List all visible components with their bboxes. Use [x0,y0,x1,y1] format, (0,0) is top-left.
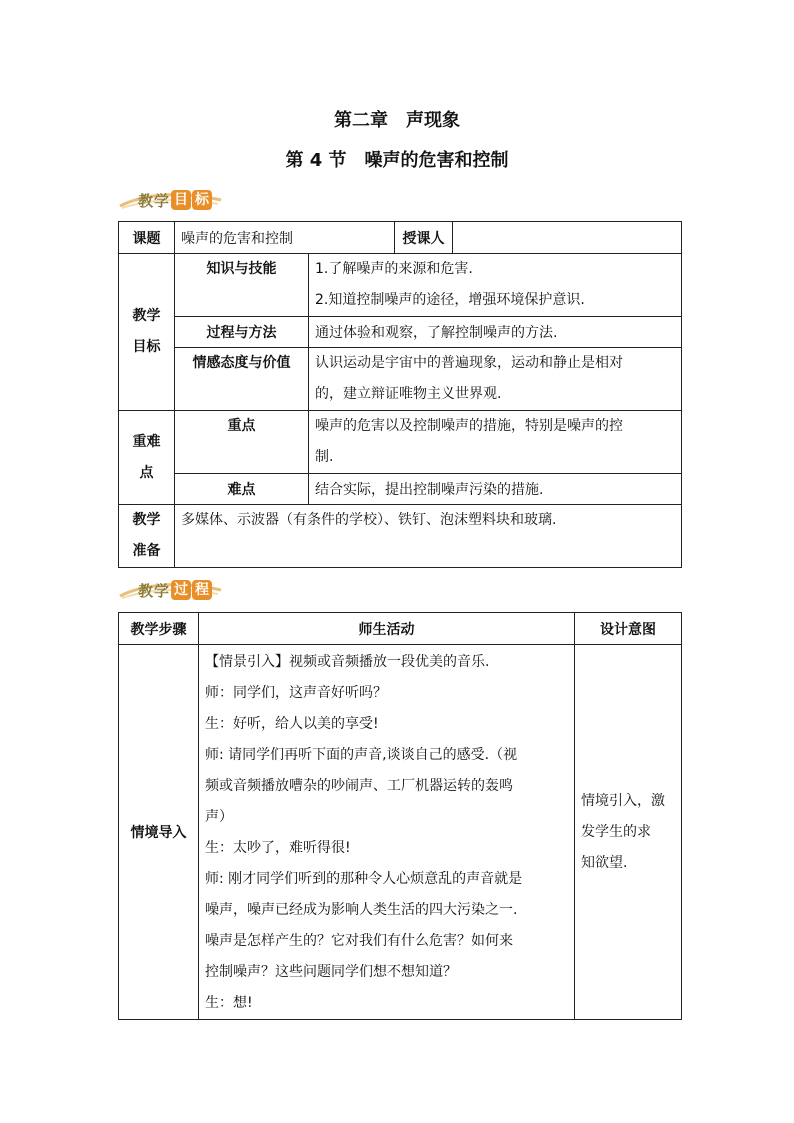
focus-line: 噪声的危害以及控制噪声的措施，特别是噪声的控 [315,418,623,434]
intent-line: 知欲望. [581,854,628,871]
header-intent: 设计意图 [575,613,682,645]
activity-line: 声） [205,809,233,825]
focus-line: 制. [315,449,334,465]
activity-line: 控制噪声？这些问题同学们想不想知道？ [205,964,457,980]
difficulty-label: 难点 [175,474,309,505]
topic-value: 噪声的危害和控制 [175,222,395,254]
knowledge-label: 知识与技能 [175,254,309,317]
section-title [0,146,794,172]
intent-text [575,645,682,1020]
goals-label [119,254,175,411]
prep-text: 多媒体、示波器（有条件的学校）、铁钉、泡沫塑料块和玻璃. [175,505,682,568]
intent-line: 情境引入，激 [581,792,665,809]
knowledge-text [309,254,682,317]
key-points-label-line: 点 [139,464,154,481]
activity-line: 生：想! [205,995,253,1011]
header-activity: 师生活动 [199,613,575,645]
emotion-line: 认识运动是宇宙中的普遍现象，运动和静止是相对 [315,355,623,371]
badge-char: 过 [171,580,191,600]
teacher-value [453,222,682,254]
process-method-label: 过程与方法 [175,317,309,348]
prep-label [119,505,175,568]
emotion-line: 的，建立辩证唯物主义世界观. [315,386,502,402]
teaching-process-badge [118,576,212,604]
activity-line: 生：好听，给人以美的享受! [205,716,379,732]
difficulty-text: 结合实际，提出控制噪声污染的措施. [309,474,682,505]
emotion-text [309,348,682,411]
goals-table [118,221,682,568]
emotion-label: 情感态度与价值 [175,348,309,411]
chapter-title [0,106,794,132]
badge-text: 教学 [138,191,171,210]
badge-text: 教学 [138,581,171,600]
goals-label-line: 教学 [132,308,161,324]
focus-text [309,411,682,474]
activity-line: 师：同学们，这声音好听吗？ [205,685,387,701]
chapter-name: 声现象 [406,110,460,131]
chapter-number: 第二章 [334,110,388,131]
process-method-text: 通过体验和观察，了解控制噪声的方法. [309,317,682,348]
badge-char: 标 [192,190,212,210]
activity-text [199,645,575,1020]
key-points-label-line: 重难 [132,433,161,450]
process-table [118,612,682,1020]
activity-line: 频或音频播放嘈杂的吵闹声、工厂机器运转的轰鸣 [205,778,513,794]
key-points-label [119,411,175,505]
topic-label: 课题 [119,222,175,254]
knowledge-line: 1.了解噪声的来源和危害. [315,261,473,277]
step-label: 情境导入 [119,645,199,1020]
activity-line: 噪声，噪声已经成为影响人类生活的四大污染之一. [205,902,518,918]
goals-label-line: 目标 [132,339,161,355]
activity-line: 师: 请同学们再听下面的声音,谈谈自己的感受.（视 [205,747,518,763]
knowledge-line: 2.知道控制噪声的途径，增强环境保护意识. [315,292,585,308]
teacher-label: 授课人 [395,222,453,254]
activity-line: 师: 刚才同学们听到的那种令人心烦意乱的声音就是 [205,871,523,887]
badge-char: 程 [192,580,212,600]
badge-char: 目 [171,190,191,210]
teaching-goals-badge [118,186,212,214]
intent-line: 发学生的求 [581,823,651,840]
header-step: 教学步骤 [119,613,199,645]
prep-label-line: 教学 [132,512,161,528]
activity-line: 生：太吵了，难听得很! [205,840,351,856]
focus-label: 重点 [175,411,309,474]
section-name: 噪声的危害和控制 [364,150,509,171]
section-number: 第 4 节 [285,150,347,171]
activity-line: 【情景引入】视频或音频播放一段优美的音乐. [205,654,490,670]
prep-label-line: 准备 [132,543,161,559]
activity-line: 噪声是怎样产生的？它对我们有什么危害？如何来 [205,933,513,949]
